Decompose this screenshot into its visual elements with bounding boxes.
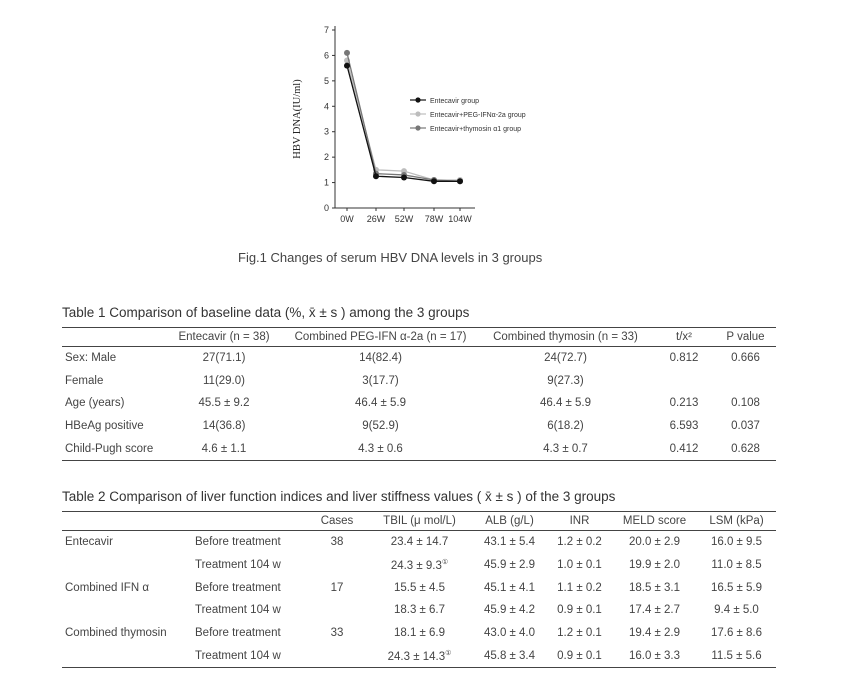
x-tick-label: 26W (366, 214, 386, 224)
time-label: Before treatment (195, 627, 281, 640)
legend-marker (415, 97, 420, 102)
group-label (62, 644, 192, 667)
table-cell: 3(17.7) (362, 374, 399, 387)
table-cell (715, 370, 776, 393)
time-label: Before treatment (195, 581, 281, 594)
y-tick-label: 7 (323, 25, 329, 35)
row-label: Age (years) (65, 397, 125, 410)
table-cell: 45.5 ± 9.2 (198, 397, 250, 410)
table-cell: 0.412 (653, 437, 715, 460)
legend-marker (415, 111, 420, 116)
table-cell: 1.2 ± 0.2 (557, 536, 602, 549)
footnote-mark: ① (445, 649, 452, 657)
y-tick-label: 5 (323, 75, 329, 86)
group-label: Combined IFN α (65, 581, 149, 594)
table-cell: 19.9 ± 2.0 (628, 559, 681, 572)
x-tick-label: 78W (424, 214, 444, 224)
figure-caption: Fig.1 Changes of serum HBV DNA levels in 3 groups (238, 250, 543, 265)
col-header (192, 512, 307, 531)
table-row (62, 392, 776, 415)
table1-caption: Table 1 Comparison of baseline data (%, x̄ ± s ) among the 3 groups (62, 305, 470, 320)
row-label: Female (65, 374, 104, 387)
table-cell: 9(27.3) (547, 374, 584, 387)
table-cell: 27(71.1) (202, 352, 246, 365)
table-row (62, 370, 776, 393)
col-header: Cases (307, 512, 367, 531)
table-cell: 1.1 ± 0.2 (557, 581, 602, 594)
y-axis-label: HBV DNA(IU/ml) (292, 79, 303, 159)
col-header: Entecavir (n = 38) (165, 328, 283, 347)
col-header: TBIL (μ mol/L) (367, 512, 472, 531)
table-cell: 18.5 ± 3.1 (628, 581, 681, 594)
table-cell: 16.5 ± 5.9 (710, 581, 763, 594)
table-cell: 6.593 (669, 420, 699, 433)
table-cell: 11(29.0) (203, 374, 245, 387)
table-cell: 17.6 ± 8.6 (710, 627, 763, 640)
table-cell: 0.213 (669, 397, 699, 410)
col-header: t/x² (653, 328, 715, 347)
legend-label: Entecavir group (430, 98, 480, 105)
time-label: Treatment 104 w (192, 644, 307, 667)
table-cell: 0.9 ± 0.1 (557, 604, 602, 617)
table-cell: 45.8 ± 3.4 (472, 644, 547, 667)
series-line (347, 61, 460, 181)
chart-svg (280, 18, 540, 233)
table-header-row (62, 512, 776, 531)
table-cell: 1.2 ± 0.1 (557, 627, 602, 640)
footnote-mark: ① (441, 559, 449, 567)
table-cell: 0.9 ± 0.1 (547, 644, 612, 667)
table-cell: 43.0 ± 4.0 (483, 627, 536, 640)
y-tick-label: 2 (323, 152, 329, 163)
table-cell (307, 554, 367, 577)
data-point (344, 50, 350, 56)
table-row (62, 347, 776, 370)
table-cell (367, 554, 472, 577)
table-cell: 45.1 ± 4.1 (483, 581, 536, 594)
legend-marker (415, 125, 420, 130)
table-cell: 33 (330, 627, 344, 640)
table-cell (653, 370, 715, 393)
table2-caption: Table 2 Comparison of liver function indices and liver stiffness values ( x̄ ± s ) of the 3 groups (62, 489, 616, 504)
table-row (62, 554, 776, 577)
baseline-data-table (62, 327, 776, 461)
table-cell: 4.3 ± 0.6 (283, 437, 478, 460)
time-label: Before treatment (195, 536, 281, 549)
y-tick-label: 1 (323, 177, 329, 188)
data-point (373, 173, 379, 179)
table-cell: 11.5 ± 5.6 (697, 644, 776, 667)
table-cell: 0.812 (669, 352, 699, 365)
table-cell (367, 644, 472, 667)
col-header (62, 328, 165, 347)
row-label: Child-Pugh score (62, 437, 165, 460)
y-tick-label: 0 (323, 203, 329, 213)
data-point (344, 63, 350, 69)
col-header: LSM (kPa) (697, 512, 776, 531)
table-cell: 0.628 (715, 437, 776, 460)
table-cell: 18.1 ± 6.9 (393, 627, 446, 640)
data-point (401, 174, 407, 180)
table-header-row (62, 328, 776, 347)
table-row (62, 644, 776, 667)
legend-label: Entecavir+thymosin α1 group (430, 126, 522, 133)
table-cell: 43.1 ± 5.4 (483, 536, 536, 549)
time-label: Treatment 104 w (195, 604, 281, 617)
table-cell: 11.0 ± 8.5 (711, 559, 762, 572)
table-row (62, 599, 776, 622)
col-header: INR (547, 512, 612, 531)
y-tick-label: 4 (323, 101, 329, 112)
table-row (62, 437, 776, 460)
table-cell: 20.0 ± 2.9 (628, 536, 681, 549)
group-label (62, 599, 192, 622)
table-cell: 45.9 ± 4.2 (483, 604, 536, 617)
row-label: Sex: Male (65, 352, 117, 365)
table-cell: 16.0 ± 3.3 (612, 644, 697, 667)
col-header: Combined thymosin (n = 33) (478, 328, 653, 347)
table-cell: 45.9 ± 2.9 (483, 559, 536, 572)
table-cell (307, 599, 367, 622)
table-cell: 15.5 ± 4.5 (393, 581, 446, 594)
table-cell: 6(18.2) (547, 420, 584, 433)
table-row (62, 415, 776, 438)
group-label: Combined thymosin (65, 627, 167, 640)
time-label: Treatment 104 w (195, 559, 281, 572)
y-tick-label: 3 (323, 126, 329, 137)
table-cell: 1.0 ± 0.1 (557, 559, 602, 572)
table-cell: 24(72.7) (544, 352, 587, 365)
data-point (457, 178, 463, 184)
table-cell: 4.3 ± 0.7 (478, 437, 653, 460)
col-header: Combined PEG-IFN α-2a (n = 17) (283, 328, 478, 347)
table-cell: 14(82.4) (359, 352, 402, 365)
table-cell: 9(52.9) (362, 420, 399, 433)
x-tick-label: 52W (394, 214, 414, 224)
col-header (62, 512, 192, 531)
liver-function-table (62, 511, 776, 668)
cell-value: 24.3 ± 14.3 (387, 650, 446, 663)
table-cell (307, 644, 367, 667)
x-tick-label: 0W (340, 214, 354, 224)
hbv-dna-chart (280, 18, 540, 233)
table-cell: 14(36.8) (202, 420, 246, 433)
col-header: ALB (g/L) (472, 512, 547, 531)
group-label: Entecavir (65, 536, 113, 549)
table-cell: 19.4 ± 2.9 (628, 627, 681, 640)
table-cell: 4.6 ± 1.1 (165, 437, 283, 460)
row-label: HBeAg positive (65, 420, 144, 433)
table-cell: 46.4 ± 5.9 (539, 397, 592, 410)
y-tick-label: 6 (323, 50, 329, 61)
table-cell: 18.3 ± 6.7 (393, 604, 446, 617)
table-row (62, 531, 776, 554)
table-cell: 0.108 (731, 397, 760, 410)
table-cell: 0.666 (731, 352, 760, 365)
table-row (62, 622, 776, 645)
table-cell: 38 (330, 536, 344, 549)
table-cell: 17 (330, 581, 344, 594)
col-header: P value (715, 328, 776, 347)
table-cell: 46.4 ± 5.9 (354, 397, 407, 410)
data-point (431, 178, 437, 184)
x-tick-label: 104W (448, 214, 472, 224)
table-cell: 17.4 ± 2.7 (628, 604, 681, 617)
table-cell: 9.4 ± 5.0 (714, 604, 759, 617)
table-cell: 23.4 ± 14.7 (390, 536, 449, 549)
table-row (62, 576, 776, 599)
table-cell: 0.037 (731, 420, 760, 433)
cell-value: 24.3 ± 9.3 (390, 559, 442, 572)
col-header: MELD score (612, 512, 697, 531)
group-label (62, 554, 192, 577)
table-cell: 16.0 ± 9.5 (710, 536, 763, 549)
legend-label: Entecavir+PEG-IFNα-2a group (430, 112, 526, 119)
